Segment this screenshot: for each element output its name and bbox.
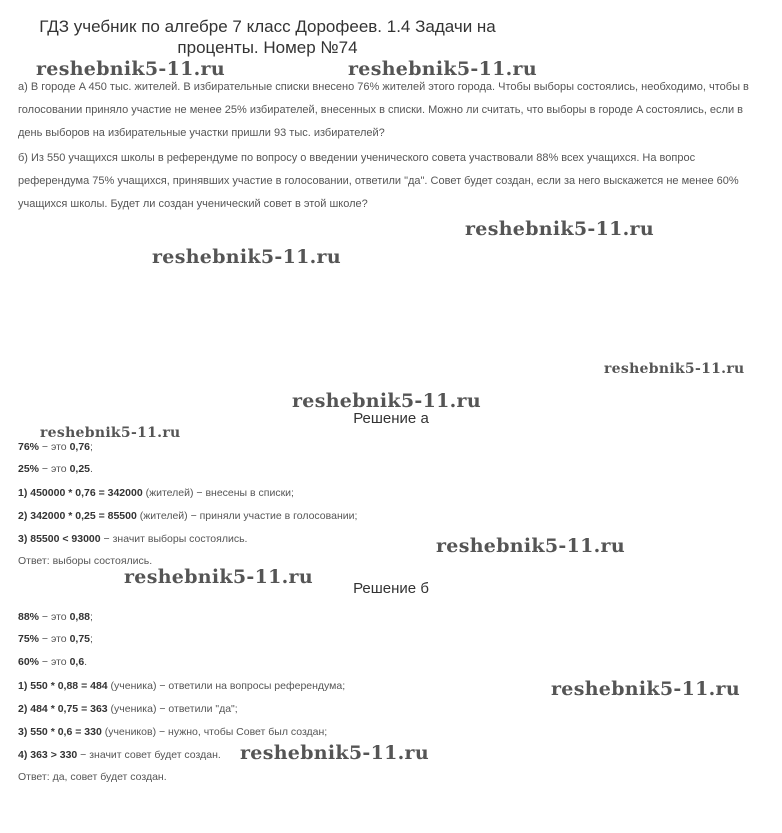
solution-a-line-2: 25% − это 0,25. xyxy=(18,463,93,475)
watermark: reshebnik5-11.ru xyxy=(465,218,654,240)
solution-a-line-4: 2) 342000 * 0,25 = 85500 (жителей) − приняли участие в голосовании; xyxy=(18,510,358,522)
watermark: reshebnik5-11.ru xyxy=(604,361,745,377)
page-title: ГДЗ учебник по алгебре 7 класс Дорофеев. 1.4 Задачи на проценты. Номер №74 xyxy=(39,17,496,57)
solution-b-line-5: 2) 484 * 0,75 = 363 (ученика) − ответили "да"; xyxy=(18,703,238,715)
solution-a-line-1: 76% − это 0,76; xyxy=(18,441,93,453)
watermark: reshebnik5-11.ru xyxy=(124,566,313,588)
watermark: reshebnik5-11.ru xyxy=(152,246,341,268)
solution-a-line-5: 3) 85500 < 93000 − значит выборы состоялись. xyxy=(18,533,248,545)
solution-b-answer: Ответ: да, совет будет создан. xyxy=(18,771,167,783)
problem-a-text: а) В городе A 450 тыс. жителей. В избирательные списки внесено 76% жителей этого города. Чтобы выборы состоялись, необходимо, чтобы в голосовании приняло участие не менее 25% избирателей, внесенных в списки. Можно ли считать, что выборы в городе A состоялись, если в день выборов на избирательные участки пришли 93 тыс. избирателей? xyxy=(18,81,749,139)
solution-b-line-6: 3) 550 * 0,6 = 330 (учеников) − нужно, чтобы Совет был создан; xyxy=(18,726,328,738)
solution-b-heading: Решение б xyxy=(353,580,429,597)
watermark: reshebnik5-11.ru xyxy=(240,742,429,764)
watermark: reshebnik5-11.ru xyxy=(436,535,625,557)
watermark: reshebnik5-11.ru xyxy=(292,390,481,412)
watermark: reshebnik5-11.ru xyxy=(348,58,537,80)
solution-b-line-4: 1) 550 * 0,88 = 484 (ученика) − ответили на вопросы референдума; xyxy=(18,680,346,692)
solution-a-line-3: 1) 450000 * 0,76 = 342000 (жителей) − внесены в списки; xyxy=(18,487,294,499)
solution-b-line-7: 4) 363 > 330 − значит совет будет создан. xyxy=(18,749,221,761)
solution-b-line-1: 88% − это 0,88; xyxy=(18,611,93,623)
watermark: reshebnik5-11.ru xyxy=(551,678,740,700)
solution-a-heading: Решение а xyxy=(353,410,429,427)
problem-b-text: б) Из 550 учащихся школы в референдуме по вопросу о введении ученического совета участвовали 88% всех учащихся. На вопрос референдума 75% учащихся, принявших участие в голосовании, ответили "да". Совет будет создан, если за него выскажется не менее 60% учащихся школы. Будет ли создан ученический совет в этой школе? xyxy=(18,152,739,210)
solution-a-answer: Ответ: выборы состоялись. xyxy=(18,555,153,567)
watermark: reshebnik5-11.ru xyxy=(36,58,225,80)
solution-b-line-2: 75% − это 0,75; xyxy=(18,633,93,645)
watermark: reshebnik5-11.ru xyxy=(40,425,181,441)
solution-b-line-3: 60% − это 0,6. xyxy=(18,656,88,668)
